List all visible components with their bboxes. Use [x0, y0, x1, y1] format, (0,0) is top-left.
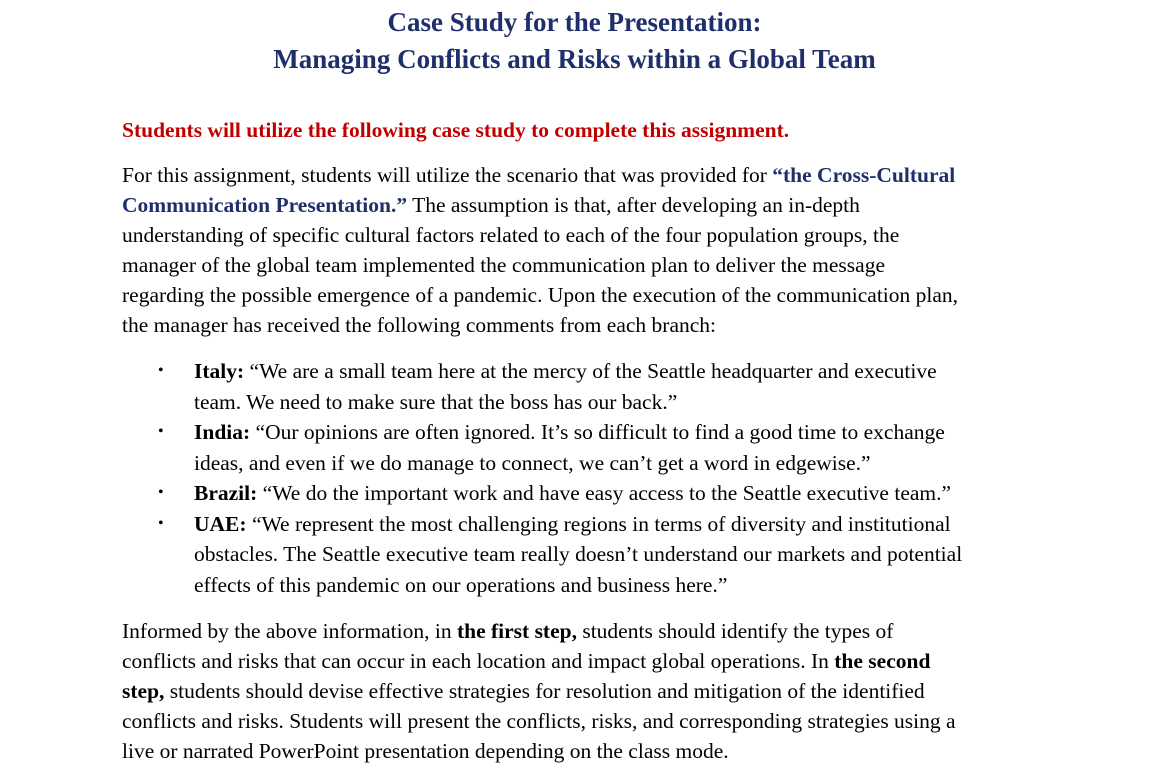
assignment-notice: Students will utilize the following case study to complete this assignment. — [122, 118, 790, 142]
presentation-reference-end: Communication Presentation.” — [122, 193, 408, 217]
branch-comment: “We are a small team here at the mercy of the Seattle headquarter and executive — [244, 359, 937, 383]
branch-comment: “Our opinions are often ignored. It’s so difficult to find a good time to exchange — [250, 420, 945, 444]
bullet-icon: • — [158, 362, 164, 379]
comment-line: team. We need to make sure that the boss has our back.” — [194, 389, 678, 414]
comment-line — [194, 509, 1082, 540]
bullet-icon: • — [158, 423, 164, 440]
closing-line-1 — [122, 616, 1082, 646]
list-item — [122, 356, 1082, 417]
branch-comment: “We represent the most challenging regions in terms of diversity and institutional — [246, 511, 951, 536]
closing-text: conflicts and risks that can occur in each location and impact global operations. In — [122, 649, 835, 673]
second-step-label: the second — [834, 649, 931, 673]
bullet-icon: • — [158, 514, 164, 532]
first-step-label: the first step, — [456, 619, 577, 643]
document-title — [0, 4, 1149, 78]
closing-text: students should devise effective strategies for resolution and mitigation of the identified — [164, 679, 925, 703]
closing-line-3 — [122, 676, 1082, 706]
branch-location: India: — [194, 420, 251, 444]
intro-text: The assumption is that, after developing an in-depth — [407, 193, 860, 217]
comment-line — [194, 356, 1082, 387]
comment-line — [194, 478, 1082, 509]
intro-text: For this assignment, students will utilize the scenario that was provided for — [122, 163, 773, 187]
intro-paragraph — [122, 160, 1082, 340]
intro-line-4: manager of the global team implemented the communication plan to deliver the message — [122, 253, 885, 277]
intro-line-2 — [122, 190, 1082, 220]
closing-text: Informed by the above information, in — [122, 619, 457, 643]
title-line-2: Managing Conflicts and Risks within a Global Team — [273, 44, 876, 74]
list-item — [122, 417, 1082, 478]
title-line-1: Case Study for the Presentation: — [387, 7, 762, 37]
branch-location: Italy: — [194, 359, 245, 383]
comment-line — [194, 417, 1082, 448]
branch-comment: “We do the important work and have easy access to the Seattle executive team.” — [257, 481, 952, 505]
closing-line-2 — [122, 646, 1082, 676]
second-step-label-end: step, — [122, 679, 165, 703]
closing-line-4: conflicts and risks. Students will present the conflicts, risks, and corresponding strategies using a — [122, 709, 956, 733]
branch-comments-list — [122, 356, 1082, 600]
bullet-icon: • — [158, 484, 164, 501]
intro-line-5: regarding the possible emergence of a pandemic. Upon the execution of the communication plan, — [122, 283, 959, 307]
presentation-reference: “the Cross-Cultural — [772, 163, 956, 187]
list-item — [122, 478, 1082, 509]
comment-line: ideas, and even if we do manage to connect, we can’t get a word in edgewise.” — [194, 450, 871, 475]
list-item — [122, 509, 1082, 601]
closing-paragraph — [122, 616, 1082, 766]
intro-line-3: understanding of specific cultural factors related to each of the four population groups, the — [122, 223, 900, 247]
closing-line-5: live or narrated PowerPoint presentation depending on the class mode. — [122, 739, 729, 763]
intro-line-1 — [122, 160, 1082, 190]
closing-text: students should identify the types of — [576, 619, 894, 643]
comment-line: obstacles. The Seattle executive team really doesn’t understand our markets and potential — [194, 542, 963, 566]
branch-location: UAE: — [194, 511, 247, 536]
comment-line: effects of this pandemic on our operations and business here.” — [194, 572, 728, 597]
intro-line-6: the manager has received the following comments from each branch: — [122, 313, 717, 337]
branch-location: Brazil: — [194, 481, 258, 505]
